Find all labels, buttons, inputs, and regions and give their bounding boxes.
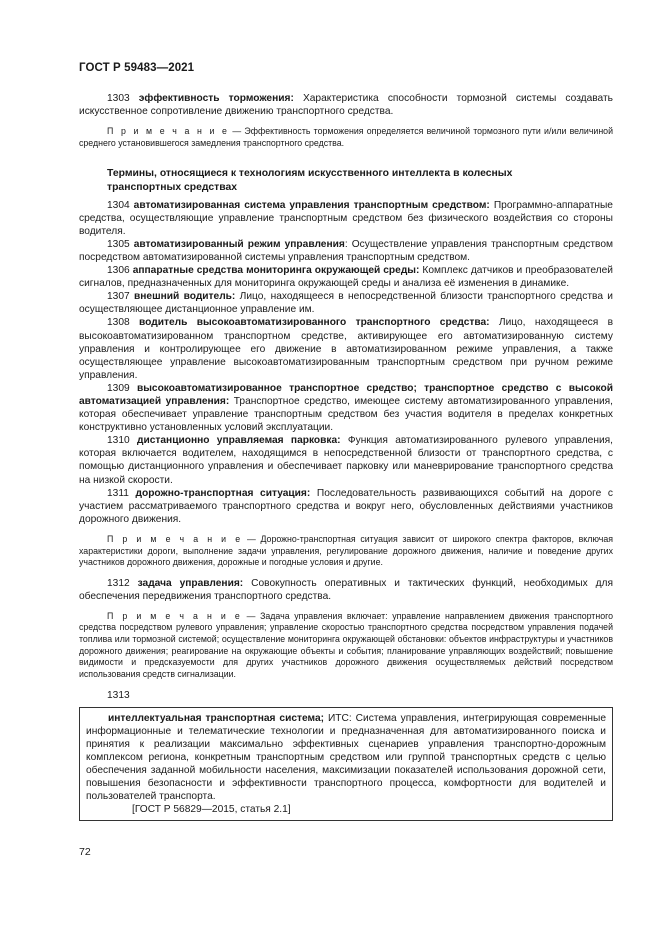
note-label: П р и м е ч а н и е	[107, 126, 230, 137]
page-number: 72	[79, 846, 91, 858]
term-name: дорожно-транспортная ситуация:	[135, 487, 311, 499]
term-entry-1310	[79, 434, 613, 486]
entry-number: 1304	[107, 199, 130, 211]
term-entry-1304	[79, 199, 613, 238]
term-definition: Последовательность развивающихся событий на дороге с участием рассматриваемого транспортного средства и вокруг него, обусловленных действиями участников дорожного движения.	[79, 487, 613, 525]
entry-number: 1310	[107, 435, 130, 447]
term-entry-1308	[79, 316, 613, 381]
note-1311	[79, 534, 613, 569]
term-entry-1313-box	[79, 707, 613, 822]
note-label: П р и м е ч а н и е	[107, 533, 243, 544]
term-name: эффективность торможения:	[138, 93, 294, 104]
term-definition: Программно-аппаратные средства, осуществляющие управление транспортным средством без физического воздействия со стороны водителя.	[79, 199, 613, 237]
term-name: внешний водитель:	[134, 291, 236, 303]
entry-number: 1308	[107, 317, 130, 329]
term-name: аппаратные средства мониторинга окружающей среды:	[132, 265, 420, 277]
term-definition: Лицо, находящееся в непосредственной близости транспортного средства и осуществляющее дистанционное управление им.	[79, 291, 613, 316]
term-entry-1306	[79, 264, 613, 290]
entry-number: 1311	[107, 487, 129, 499]
entry-number: 1305	[107, 238, 130, 250]
term-name: водитель высокоавтоматизированного транспортного средства:	[139, 317, 490, 329]
term-definition: : Осуществление управления транспортным средством посредством автоматизированной системы управления транспортным средством.	[79, 238, 613, 263]
term-entry-1313	[86, 712, 606, 804]
term-entry-1312	[79, 577, 613, 603]
term-entry-1309	[79, 382, 613, 434]
entry-number: 1303	[107, 93, 130, 104]
term-entry-1303	[79, 92, 613, 118]
term-name: интеллектуальная транспортная система;	[108, 712, 325, 724]
term-definition: Транспортное средство, имеющее систему автоматизированного управления, которая обеспечивает управление транспортным средством без участия водителя в пределах конкретных конструктивно установленных условий эксплуатации.	[79, 395, 613, 434]
note-text: — Эффективность торможения определяется величиной тормозного пути и/или величиной среднего установившегося замедления транспортного средства.	[79, 126, 613, 148]
term-name: высокоавтоматизированное транспортное средство; транспортное средство с высокой автоматизацией управления:	[79, 382, 613, 407]
term-entry-1305	[79, 238, 613, 264]
entry-number: 1312	[107, 577, 130, 589]
note-text: — Задача управления включает: управление направлением движения транспортного средства посредством рулевого управления; управление скоростью транспортного средства посредством управления подачей топлива или тормозной системой; осуществление мониторинга окружающей обстановки: объектов инфраструктуры и участников дорожного движения; реагирование на окружающие объекты и события; планирование управляющих воздействий; повышение видимости и предсказуемости для других участников дорожного движения осуществляемых действий посредством использования средств сигнализации.	[79, 610, 613, 679]
term-name: автоматизированный режим управления	[133, 238, 345, 250]
document-header: ГОСТ Р 59483—2021	[79, 62, 195, 74]
term-definition: Совокупность оперативных и тактических функций, необходимых для обеспечения передвижения транспортного средства.	[79, 577, 613, 602]
document-body	[79, 92, 613, 821]
entry-number: 1309	[107, 382, 130, 394]
note-1312	[79, 611, 613, 681]
note-label: П р и м е ч а н и е	[107, 610, 242, 621]
term-name: задача управления:	[137, 577, 244, 589]
term-definition: ИТС: Система управления, интегрирующая современные информационные и телематические технологии и предназначенная для автоматизированного поиска и принятия к реализации максимально эффективных сценариев управления транспортно-дорожным комплексом региона, конкретным транспортным средством или группой транспортных средств с целью обеспечения заданной мобильности населения, максимизации показателей использования дорожной сети, повышения безопасности и эффективности транспортного процесса, комфортности для водителей и пользователей транспорта.	[86, 712, 606, 803]
entry-number: 1307	[107, 291, 130, 303]
source-reference: [ГОСТ Р 56829—2015, статья 2.1]	[132, 804, 291, 816]
term-name: дистанционно управляемая парковка:	[137, 435, 341, 447]
term-name: автоматизированная система управления транспортным средством:	[133, 199, 490, 211]
entry-number-1313: 1313	[107, 690, 130, 702]
note-text: — Дорожно-транспортная ситуация зависит от широкого спектра факторов, включая характеристики дороги, выполнение задачи управления, регулирование дорожного движения, наличие и поведение других участников дорожного движения, дорожные и погодные условия и другие.	[79, 533, 613, 568]
entry-number: 1306	[107, 265, 130, 277]
note-1303	[79, 126, 613, 149]
term-definition: Комплекс датчиков и преобразователей сигналов, предназначенных для мониторинга окружающей среды и анализа её изменения в динамике.	[79, 265, 613, 290]
term-entry-1311	[79, 487, 613, 526]
term-definition: Функция автоматизированного рулевого управления, которая включается водителем, находящимся в непосредственной близости от транспортного средства, с помощью дистанционного управления и обеспечивает парковку или маневрирование транспортного средства на низкой скорости.	[79, 435, 613, 486]
term-entry-1307	[79, 290, 613, 316]
term-definition: Характеристика способности тормозной системы создавать искусственное сопротивление движению транспортного средства.	[79, 93, 613, 118]
term-definition: Лицо, находящееся в высокоавтоматизированном транспортном средстве, активирующее его автоматизированную систему управления и контролирующее его движение в автоматизированном режиме управления, а также осуществляющее управление высокоавтоматизированным транспортным средством при ручном режиме управления.	[79, 317, 613, 381]
section-heading: Термины, относящиеся к технологиям искусственного интеллекта в колесных транспортных средствах	[107, 168, 513, 193]
